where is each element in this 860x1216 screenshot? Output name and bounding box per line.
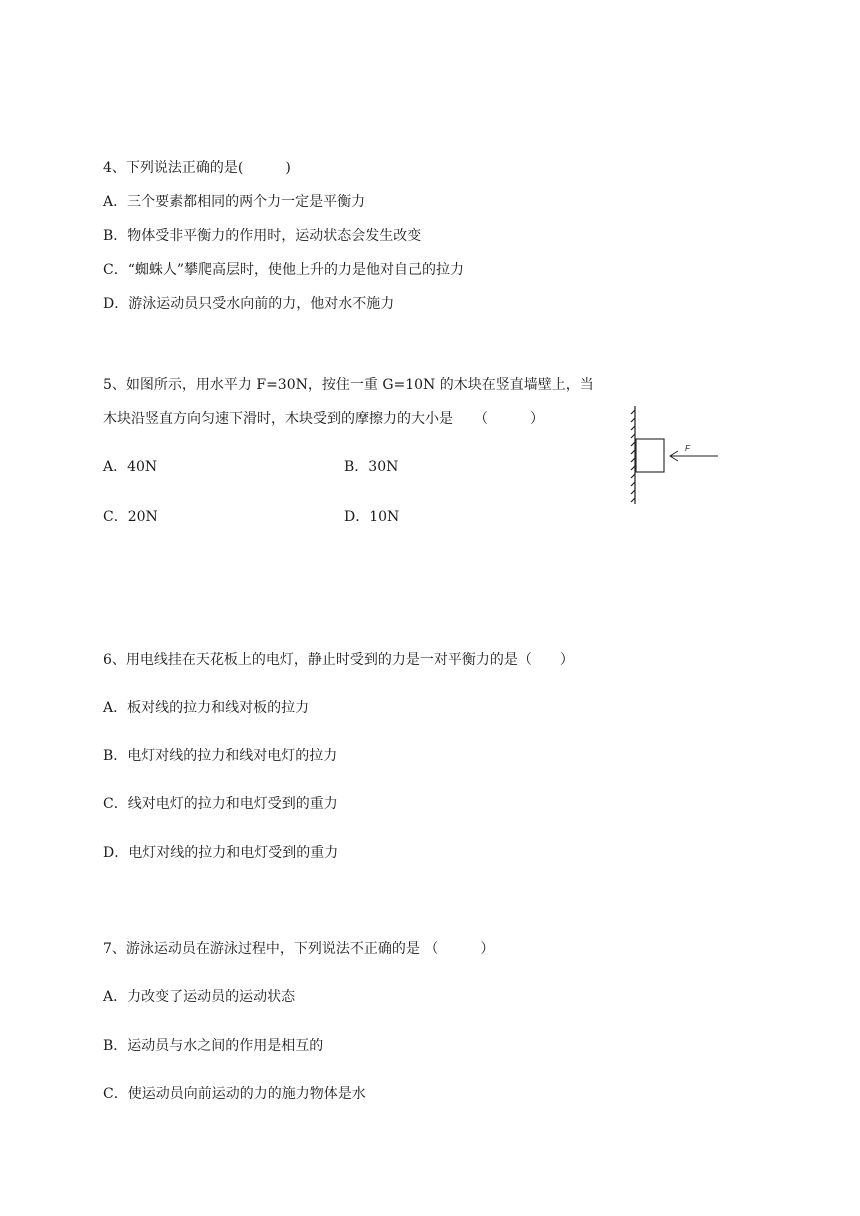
q5-stem-line1: 5、如图所示，用水平力 F=30N，按住一重 G=10N 的木块在竖直墙壁上，当 — [103, 377, 594, 393]
q4-option-b: B．物体受非平衡力的作用时，运动状态会发生改变 — [103, 228, 422, 244]
force-label: F — [685, 444, 690, 453]
q4-option-d: D．游泳运动员只受水向前的力，他对水不施力 — [103, 296, 395, 312]
q5-option-b: B．30N — [344, 459, 399, 475]
q4-option-c: C．“蜘蛛人”攀爬高层时，使他上升的力是他对自己的拉力 — [103, 262, 465, 278]
q4-stem: 4、下列说法正确的是( ) — [103, 160, 291, 176]
q4-option-a: A．三个要素都相同的两个力一定是平衡力 — [103, 194, 366, 210]
q6-option-c: C．线对电灯的拉力和电灯受到的重力 — [103, 796, 338, 812]
q7-option-b: B．运动员与水之间的作用是相互的 — [103, 1038, 324, 1054]
q5-wall-block-figure — [626, 404, 726, 508]
q5-option-a: A．40N — [103, 459, 158, 475]
q7-stem: 7、游泳运动员在游泳过程中，下列说法不正确的是 （ ） — [103, 941, 495, 957]
q7-option-a: A．力改变了运动员的运动状态 — [103, 989, 296, 1005]
q5-option-d: D．10N — [344, 509, 400, 525]
q6-option-d: D．电灯对线的拉力和电灯受到的重力 — [103, 845, 339, 861]
q5-stem-line2: 木块沿竖直方向匀速下滑时，木块受到的摩擦力的大小是 （ ） — [103, 411, 544, 427]
wooden-block — [636, 439, 664, 472]
q5-option-c: C．20N — [103, 509, 158, 525]
q7-option-c: C．使运动员向前运动的力的施力物体是水 — [103, 1086, 366, 1102]
q6-option-a: A．板对线的拉力和线对板的拉力 — [103, 700, 310, 716]
q6-option-b: B．电灯对线的拉力和线对电灯的拉力 — [103, 748, 338, 764]
force-arrow — [670, 451, 718, 461]
q6-stem: 6、用电线挂在天花板上的电灯，静止时受到的力是一对平衡力的是（ ） — [103, 652, 574, 668]
wall — [631, 406, 635, 504]
